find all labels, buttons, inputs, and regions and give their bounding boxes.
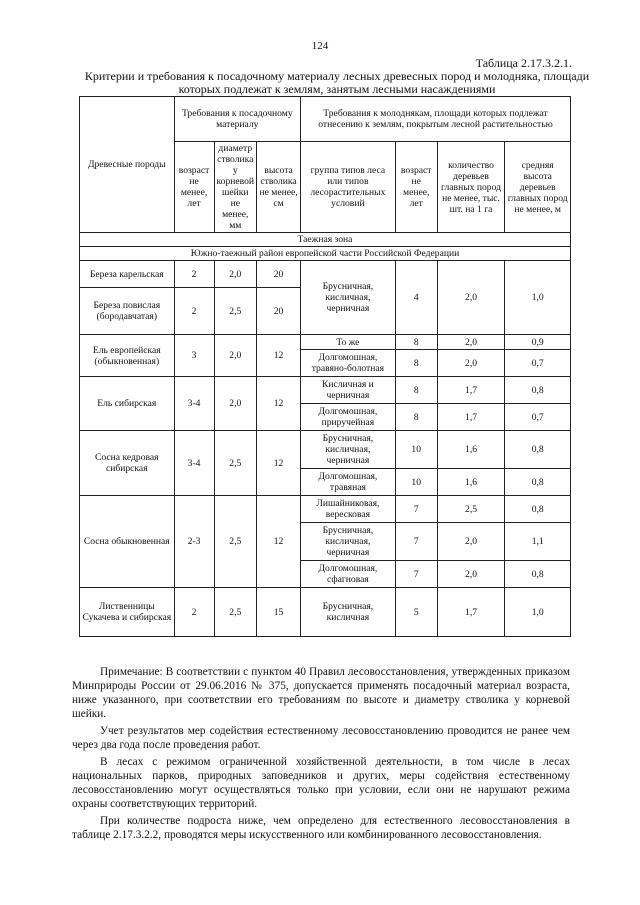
young-age-cell: 8 (395, 350, 437, 377)
height-cell: 15 (257, 588, 301, 637)
avg-height-cell: 0,7 (505, 404, 571, 431)
count-cell: 1,6 (437, 469, 505, 496)
forest-type-cell: Долгомошная, сфагновая (301, 561, 396, 588)
note-paragraph: Учет результатов мер содействия естественному лесовосстановлению проводится не ранее чем через два года после проведения работ. (72, 725, 570, 751)
criteria-table (79, 96, 571, 637)
header-young-group: Требования к молоднякам, площади которых подлежат отнесению к землям, покрытым лесной растительностью (301, 97, 571, 142)
zone-row: Таежная зона (80, 233, 571, 247)
forest-type-cell: Брусничная, кисличная, черничная (301, 431, 396, 469)
diameter-cell: 2,5 (214, 431, 257, 496)
header-count: количество деревьев главных пород не менее, тыс. шт. на 1 га (437, 142, 505, 233)
table-row (80, 335, 571, 350)
avg-height-cell: 0,9 (505, 335, 571, 350)
diameter-cell: 2,5 (214, 288, 257, 335)
diameter-cell: 2,0 (214, 377, 257, 431)
age-cell: 2 (174, 288, 214, 335)
young-age-cell: 7 (395, 523, 437, 561)
height-cell: 20 (257, 288, 301, 335)
age-cell: 2 (174, 588, 214, 637)
note-paragraph: Примечание: В соответствии с пунктом 40 Правил лесовосстановления, утвержденных приказом Минприроды России от 29.06.2016 № 375, допускается применять посадочный материал возраста, ниже указанного, при соответствии его требованиям по высоте и диаметру стволика у корневой шейки. (72, 666, 570, 720)
height-cell: 12 (257, 377, 301, 431)
avg-height-cell: 0,8 (505, 377, 571, 404)
species-cell: Ель европейская (обыкновенная) (80, 335, 175, 377)
species-cell: Береза карельская (80, 261, 175, 288)
species-cell: Сосна обыкновенная (80, 496, 175, 588)
header-age: возраст не менее, лет (174, 142, 214, 233)
forest-type-cell: Долгомошная, травяно-болотная (301, 350, 396, 377)
header-young-age: возраст не менее, лет (395, 142, 437, 233)
avg-height-cell: 0,7 (505, 350, 571, 377)
avg-height-cell: 1,0 (505, 588, 571, 637)
count-cell: 2,0 (437, 261, 505, 335)
young-age-cell: 5 (395, 588, 437, 637)
header-planting-group: Требования к посадочному материалу (174, 97, 300, 142)
forest-type-cell: Долгомошная, травяная (301, 469, 396, 496)
table-row (80, 496, 571, 523)
forest-type-cell: Кисличная и черничная (301, 377, 396, 404)
age-cell: 2 (174, 261, 214, 288)
species-cell: Ель сибирская (80, 377, 175, 431)
young-age-cell: 8 (395, 377, 437, 404)
count-cell: 2,0 (437, 350, 505, 377)
height-cell: 12 (257, 496, 301, 588)
header-forest-type: группа типов леса или типов лесорастительных условий (301, 142, 396, 233)
header-diameter: диаметр стволика у корневой шейки не менее, мм (214, 142, 257, 233)
avg-height-cell: 0,8 (505, 469, 571, 496)
count-cell: 2,5 (437, 496, 505, 523)
young-age-cell: 10 (395, 431, 437, 469)
count-cell: 2,0 (437, 335, 505, 350)
age-cell: 3-4 (174, 431, 214, 496)
young-age-cell: 7 (395, 496, 437, 523)
diameter-cell: 2,0 (214, 261, 257, 288)
note-paragraph: При количестве подроста ниже, чем определено для естественного лесовосстановления в таблице 2.17.3.2.2, проводятся меры искусственного или комбинированного лесовосстановления. (72, 815, 570, 841)
count-cell: 1,7 (437, 377, 505, 404)
notes-section (72, 665, 570, 845)
header-height: высота стволика не менее, см (257, 142, 301, 233)
table-row (80, 588, 571, 637)
young-age-cell: 7 (395, 561, 437, 588)
forest-type-cell: Долгомошная, приручейная (301, 404, 396, 431)
height-cell: 20 (257, 261, 301, 288)
forest-type-cell: Брусничная, кисличная, черничная (301, 261, 396, 335)
page-number: 124 (311, 40, 329, 52)
forest-type-cell: Брусничная, кисличная, черничная (301, 523, 396, 561)
region-row: Южно-таежный район европейской части Российской Федерации (80, 247, 571, 261)
count-cell: 1,7 (437, 404, 505, 431)
avg-height-cell: 1,0 (505, 261, 571, 335)
avg-height-cell: 0,8 (505, 561, 571, 588)
avg-height-cell: 0,8 (505, 496, 571, 523)
young-age-cell: 4 (395, 261, 437, 335)
forest-type-cell: Брусничная, кисличная (301, 588, 396, 637)
species-cell: Береза повислая (бородавчатая) (80, 288, 175, 335)
height-cell: 12 (257, 335, 301, 377)
count-cell: 2,0 (437, 523, 505, 561)
table-row (80, 431, 571, 469)
table-title: Критерии и требования к посадочному материалу лесных древесных пород и молодняка, площади которых подлежат к землям, занятым лесными насаждениями (84, 69, 590, 96)
forest-type-cell: То же (301, 335, 396, 350)
table-row (80, 261, 571, 288)
young-age-cell: 10 (395, 469, 437, 496)
header-avg-height: средняя высота деревьев главных пород не менее, м (505, 142, 571, 233)
diameter-cell: 2,5 (214, 588, 257, 637)
header-species: Древесные породы (80, 97, 175, 233)
forest-type-cell: Лишайниковая, вересковая (301, 496, 396, 523)
count-cell: 1,6 (437, 431, 505, 469)
age-cell: 3 (174, 335, 214, 377)
young-age-cell: 8 (395, 404, 437, 431)
species-cell: Сосна кедровая сибирская (80, 431, 175, 496)
age-cell: 2-3 (174, 496, 214, 588)
table-row (80, 377, 571, 404)
age-cell: 3-4 (174, 377, 214, 431)
diameter-cell: 2,0 (214, 335, 257, 377)
height-cell: 12 (257, 431, 301, 496)
species-cell: Лиственницы Сукачева и сибирская (80, 588, 175, 637)
diameter-cell: 2,5 (214, 496, 257, 588)
avg-height-cell: 0,8 (505, 431, 571, 469)
avg-height-cell: 1,1 (505, 523, 571, 561)
count-cell: 2,0 (437, 561, 505, 588)
note-paragraph: В лесах с режимом ограниченной хозяйственной деятельности, в том числе в лесах национальных парков, природных заповедников и других, меры содействия естественному лесовосстановлению могут осуществляться только при условии, если они не нарушают режима охраны соответствующих территорий. (72, 756, 570, 810)
count-cell: 1,7 (437, 588, 505, 637)
young-age-cell: 8 (395, 335, 437, 350)
table-label: Таблица 2.17.3.2.1. (475, 56, 572, 70)
